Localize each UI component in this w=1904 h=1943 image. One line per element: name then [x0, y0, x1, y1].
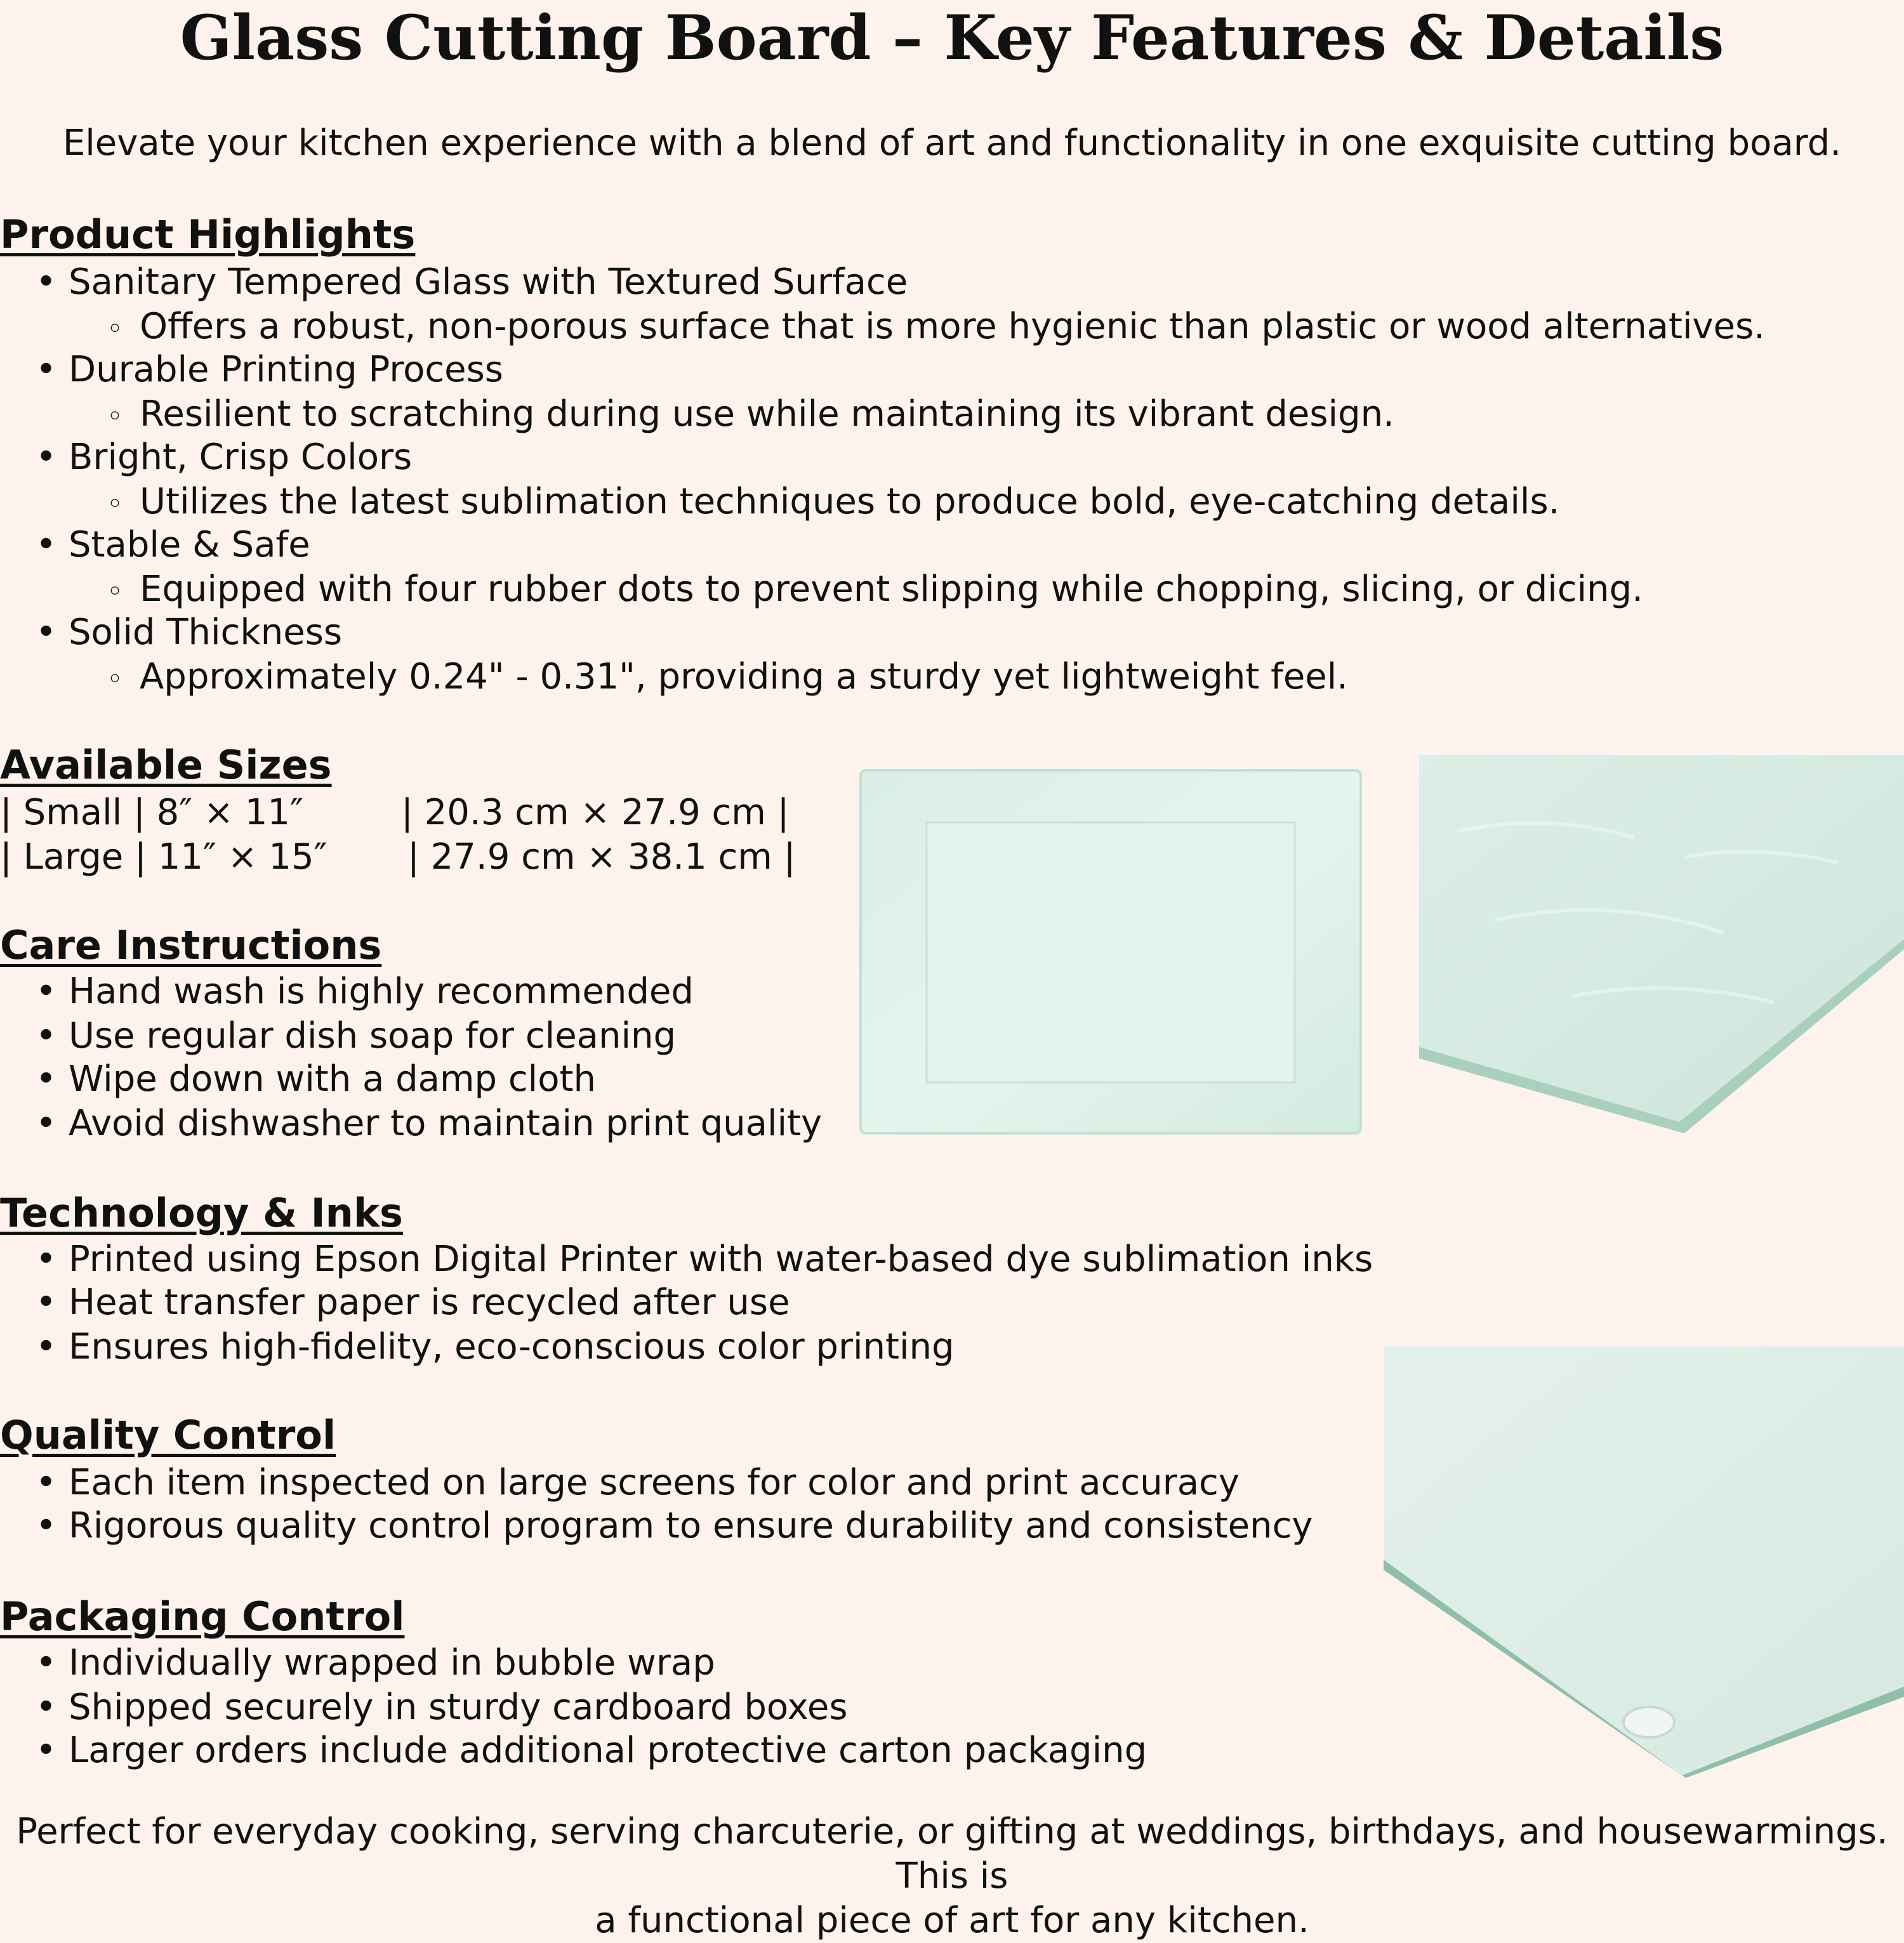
highlight-detail: ◦ Approximately 0.24" - 0.31", providing a sturdy yet lightweight feel. — [107, 655, 1348, 702]
highlight-item: • Solid Thickness — [36, 610, 342, 655]
page-title: Glass Cutting Board – Key Features & Details — [180, 2, 1724, 74]
highlight-detail: ◦ Resilient to scratching during use while maintaining its vibrant design. — [107, 392, 1394, 439]
quality-heading: Quality Control — [0, 1412, 336, 1458]
footer-text — [0, 1810, 1904, 1943]
highlight-item: • Sanitary Tempered Glass with Textured Surface — [36, 260, 908, 305]
care-item: • Use regular dish soap for cleaning — [36, 1014, 676, 1058]
size-small-imperial: | Small | 8″ × 11″ — [0, 792, 303, 833]
highlights-heading: Product Highlights — [0, 211, 416, 258]
page-subtitle: Elevate your kitchen experience with a blend of art and functionality in one exquisite cutting board. — [62, 122, 1842, 164]
quality-item: • Each item inspected on large screens for color and print accuracy — [36, 1461, 1240, 1505]
technology-item: • Ensures high-fidelity, eco-conscious color printing — [36, 1325, 955, 1369]
technology-heading: Technology & Inks — [0, 1190, 403, 1236]
footer-line-1: Perfect for everyday cooking, serving charcuterie, or gifting at weddings, birthdays, and housewarmings. This is — [16, 1811, 1888, 1897]
highlight-item: • Durable Printing Process — [36, 348, 503, 392]
sizes-heading: Available Sizes — [0, 742, 332, 788]
size-large-imperial: | Large | 11″ × 15″ — [0, 836, 327, 878]
footer-line-2: a functional piece of art for any kitchen. — [595, 1900, 1309, 1941]
highlight-detail: ◦ Utilizes the latest sublimation techniques to produce bold, eye-catching details. — [107, 480, 1559, 527]
highlight-detail: ◦ Equipped with four rubber dots to prevent slipping while chopping, slicing, or dicing. — [107, 567, 1643, 614]
care-item: • Wipe down with a damp cloth — [36, 1057, 596, 1102]
packaging-item: • Larger orders include additional protective carton packaging — [36, 1729, 1147, 1773]
highlight-detail: ◦ Offers a robust, non-porous surface that is more hygienic than plastic or wood alternatives. — [107, 305, 1765, 352]
care-item: • Avoid dishwasher to maintain print quality — [36, 1102, 822, 1146]
packaging-heading: Packaging Control — [0, 1593, 405, 1640]
care-heading: Care Instructions — [0, 922, 382, 968]
board-rubber-foot-image — [1384, 1347, 1904, 1778]
rubber-dot-icon — [1623, 1707, 1674, 1737]
board-texture-closeup-image — [1419, 755, 1904, 1136]
technology-item: • Heat transfer paper is recycled after use — [36, 1281, 790, 1325]
packaging-item: • Shipped securely in sturdy cardboard boxes — [36, 1685, 848, 1730]
highlight-item: • Bright, Crisp Colors — [36, 435, 412, 480]
quality-item: • Rigorous quality control program to ensure durability and consistency — [36, 1504, 1313, 1548]
packaging-item: • Individually wrapped in bubble wrap — [36, 1641, 715, 1685]
care-item: • Hand wash is highly recommended — [36, 970, 694, 1014]
highlight-item: • Stable & Safe — [36, 523, 310, 567]
technology-item: • Printed using Epson Digital Printer with water-based dye sublimation inks — [36, 1237, 1373, 1282]
size-small-metric: | 20.3 cm × 27.9 cm | — [401, 792, 790, 833]
board-top-view-image — [857, 767, 1365, 1137]
size-large-metric: | 27.9 cm × 38.1 cm | — [407, 836, 796, 878]
